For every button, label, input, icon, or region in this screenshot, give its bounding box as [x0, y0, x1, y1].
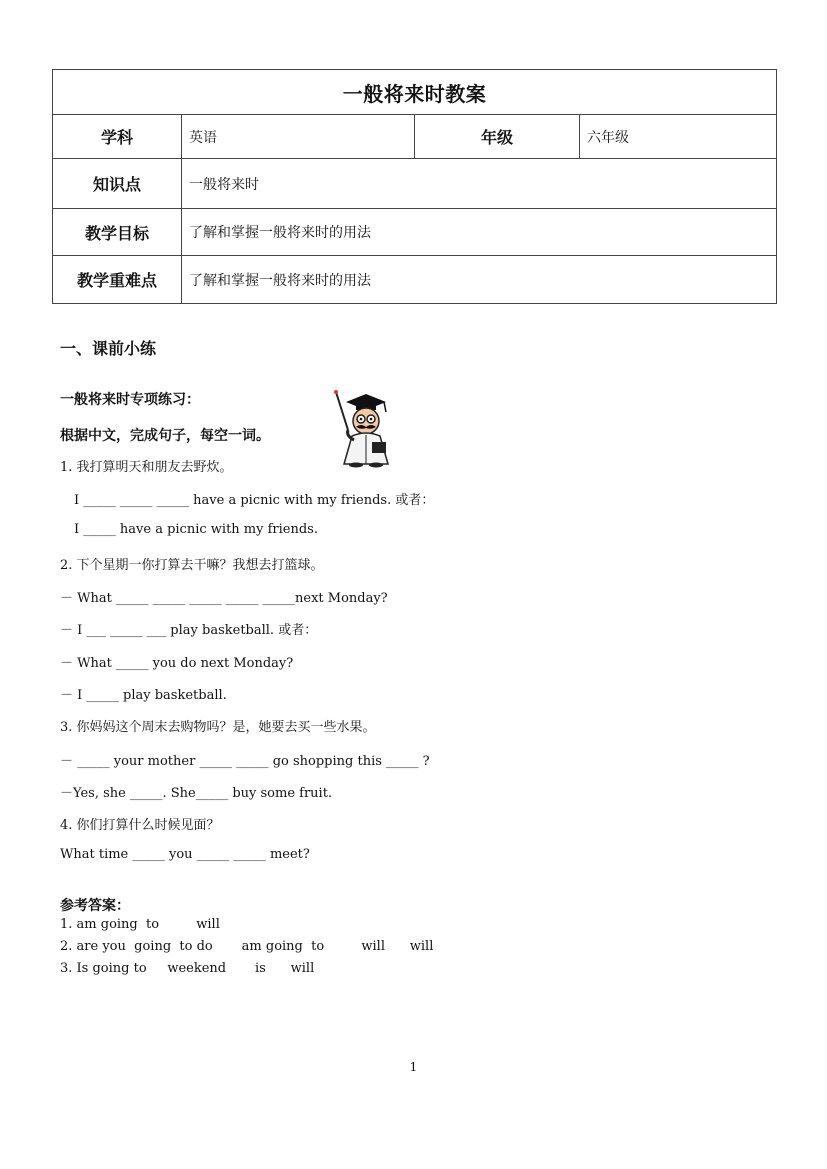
table-row-key-points — [53, 256, 777, 304]
question-1-prompt: 1. 我打算明天和朋友去野炊。 — [60, 460, 233, 475]
question-3-line-a: － _____ your mother _____ _____ go shopping this _____ ? — [60, 754, 430, 769]
lesson-title: 一般将来时教案 — [53, 70, 777, 115]
answer-line-1: 1. am going to will — [60, 917, 220, 932]
knowledge-value: 一般将来时 — [182, 159, 777, 209]
question-4-line-a: What time _____ you _____ _____ meet? — [60, 847, 310, 862]
question-3-line-b: －Yes, she _____. She_____ buy some fruit. — [60, 786, 333, 801]
grade-label: 年级 — [415, 115, 580, 159]
key-points-label: 教学重难点 — [53, 256, 182, 304]
question-4-prompt: 4. 你们打算什么时候见面？ — [60, 818, 220, 833]
subject-value: 英语 — [182, 115, 415, 159]
question-2-line-a: － What _____ _____ _____ _____ _____next Monday? — [60, 591, 388, 606]
exercise-heading: 一般将来时专项练习： — [60, 392, 200, 408]
table-row-goal — [53, 209, 777, 256]
answers-heading: 参考答案： — [60, 898, 130, 914]
question-2-line-b: － I ___ _____ ___ play basketball. 或者： — [60, 623, 318, 638]
key-points-value: 了解和掌握一般将来时的用法 — [182, 256, 777, 304]
answer-line-3: 3. Is going to weekend is will — [60, 961, 315, 976]
lesson-info-table — [52, 69, 777, 304]
knowledge-label: 知识点 — [53, 159, 182, 209]
question-2-line-c: － What _____ you do next Monday? — [60, 656, 294, 671]
question-3-prompt: 3. 你妈妈这个周末去购物吗？是，她要去买一些水果。 — [60, 720, 376, 735]
teacher-cartoon-icon — [328, 388, 396, 468]
table-title-row — [53, 70, 777, 115]
exercise-instruction: 根据中文，完成句子，每空一词。 — [60, 428, 270, 444]
page-number: 1 — [409, 1060, 418, 1074]
answer-line-2: 2. are you going to do am going to will will — [60, 939, 434, 954]
subject-label: 学科 — [53, 115, 182, 159]
table-row-knowledge — [53, 159, 777, 209]
goal-label: 教学目标 — [53, 209, 182, 256]
table-row-subject — [53, 115, 777, 159]
question-2-prompt: 2. 下个星期一你打算去干嘛？我想去打篮球。 — [60, 558, 324, 573]
question-2-line-d: － I _____ play basketball. — [60, 688, 227, 703]
section-heading: 一、课前小练 — [60, 339, 157, 358]
question-1-line-a: I _____ _____ _____ have a picnic with my friends. 或者： — [74, 493, 435, 508]
question-1-line-b: I _____ have a picnic with my friends. — [74, 522, 318, 537]
grade-value: 六年级 — [580, 115, 777, 159]
goal-value: 了解和掌握一般将来时的用法 — [182, 209, 777, 256]
